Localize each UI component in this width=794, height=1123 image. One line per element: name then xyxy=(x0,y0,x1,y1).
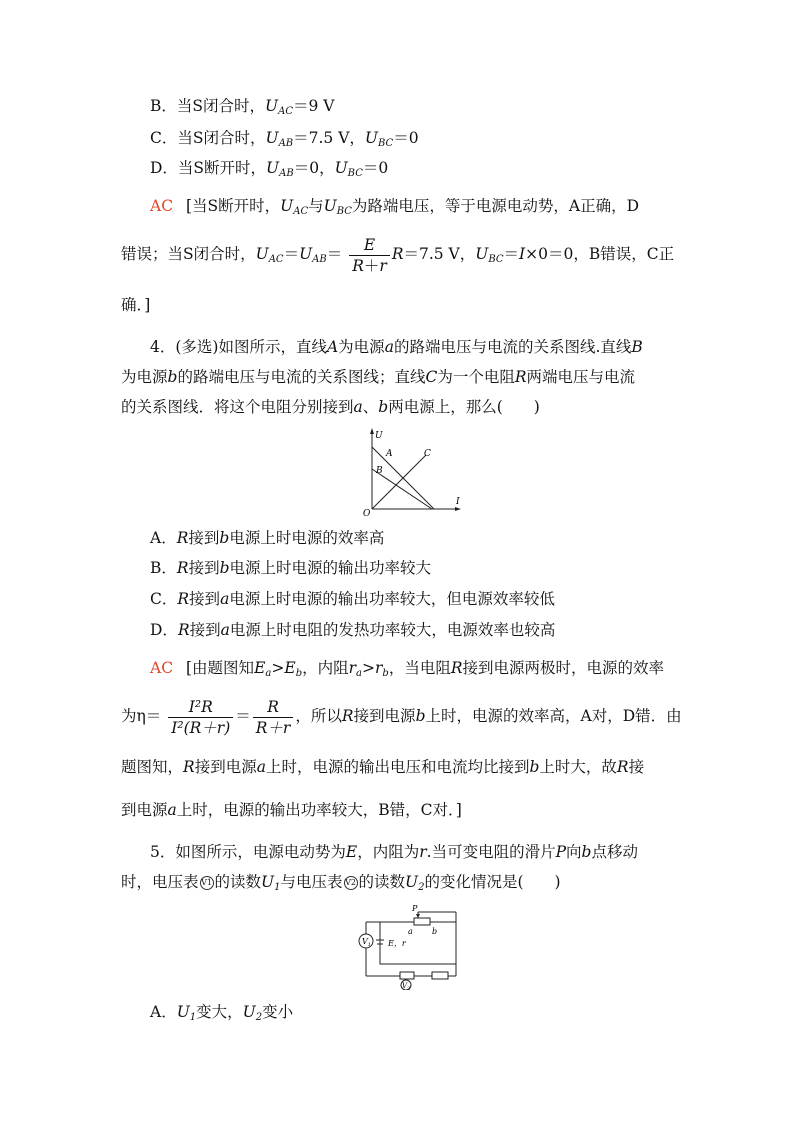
point-a-label: a xyxy=(408,927,413,936)
circuit-diagram xyxy=(358,900,466,990)
option-4a: A．R接到b电源上时电源的效率高 xyxy=(150,529,385,547)
voltmeter-v1-label: $V_1$ xyxy=(362,937,371,948)
question-4-line2: 为电源b的路端电压与电流的关系图线；直线C为一个电阻R两端电压与电流 xyxy=(121,368,636,386)
question-5-line2: 时，电压表 V1 的读数$U_1$与电压表 V2 的读数$U_2$的变化情况是( ) xyxy=(121,873,561,893)
ui-graph-figure xyxy=(358,425,466,517)
origin-label: O xyxy=(363,509,371,517)
option-4b: B．R接到b电源上时电源的输出功率较大 xyxy=(150,559,432,577)
question-5-line1: 5．如图所示，电源电动势为E，内阻为r.当可变电阻的滑片P向b点移动 xyxy=(150,843,638,861)
label-a: A xyxy=(386,449,393,459)
question-4-line1: 4．(多选)如图所示，直线A为电源a的路端电压与电流的关系图线.直线B xyxy=(150,338,643,356)
option-3d: D．当S断开时，$U_{AB}=0$，$U_{BC}=0$ xyxy=(150,159,389,179)
answer-4: AC xyxy=(150,659,174,677)
option-3c: C．当S闭合时，$U_{AB}=7.5$ V，$U_{BC}=0$ xyxy=(150,129,419,149)
efficiency-fraction-2: $\frac{R}{R+r}$ xyxy=(253,697,294,738)
explanation-4-line1: AC [由题图知$E_a>E_b$，内阻$r_a>r_b$，当电阻R接到电源两极时，电源的效率 xyxy=(150,659,665,679)
voltmeter-v2-label: $V_2$ xyxy=(402,982,411,990)
answer-3: AC xyxy=(150,197,174,215)
explanation-3-line3: 确．] xyxy=(121,296,151,314)
axis-i-label: I xyxy=(456,497,460,507)
explanation-3-line1: AC [当S断开时，$U_{AC}$与$U_{BC}$为路端电压，等于电源电动势，A正确，D xyxy=(150,197,640,217)
label-b: B xyxy=(376,466,383,476)
explanation-4-line2: 为η＝ $\frac{\text{I²R}}{\text{I²(R＋r)}}$ ＝ $\frac{R}{R+r}$ ，所以R接到电源b上时，电源的效率高，A对，D错．由 xyxy=(121,697,682,737)
point-b-label: b xyxy=(432,927,438,936)
efficiency-fraction-1: $\frac{\text{I²R}}{\text{I²(R＋r)}}$ xyxy=(168,697,233,738)
label-c: C xyxy=(424,449,431,459)
voltmeter-v2-icon: V2 xyxy=(344,876,358,890)
option-4c: C．R接到a电源上时电源的输出功率较大，但电源效率较低 xyxy=(150,590,555,608)
explanation-4-line4: 到电源a上时，电源的输出功率较大，B错，C对．] xyxy=(121,801,462,819)
line-c xyxy=(372,455,426,509)
explanation-4-line3: 题图知，R接到电源a上时，电源的输出电压和电流均比接到b上时大，故R接 xyxy=(121,758,645,776)
option-4d: D．R接到a电源上时电阻的发热功率较大，电源效率也较高 xyxy=(150,621,556,639)
question-4-line3: 的关系图线．将这个电阻分别接到a、b两电源上，那么( ) xyxy=(121,398,540,416)
option-5a: A．$U_1$变大，$U_2$变小 xyxy=(150,1003,294,1023)
fraction-e-over-r-plus-r: $\frac{E}{R+r}$ xyxy=(349,235,390,276)
voltmeter-v1-icon: V1 xyxy=(200,876,214,890)
emf-label: E，r xyxy=(388,939,406,948)
option-3b: B．当S闭合时，$U_{AC}=9$ V xyxy=(150,97,335,117)
explanation-3-line2: 错误；当S闭合时，$U_{AC}=U_{AB}=$ $\frac{E}{R+r}$ R＝7.5 V，$U_{BC}=I\times 0=0$，B错误，C正 xyxy=(121,235,675,275)
slider-p-label: P xyxy=(412,904,418,913)
axis-u-label: U xyxy=(375,431,383,441)
